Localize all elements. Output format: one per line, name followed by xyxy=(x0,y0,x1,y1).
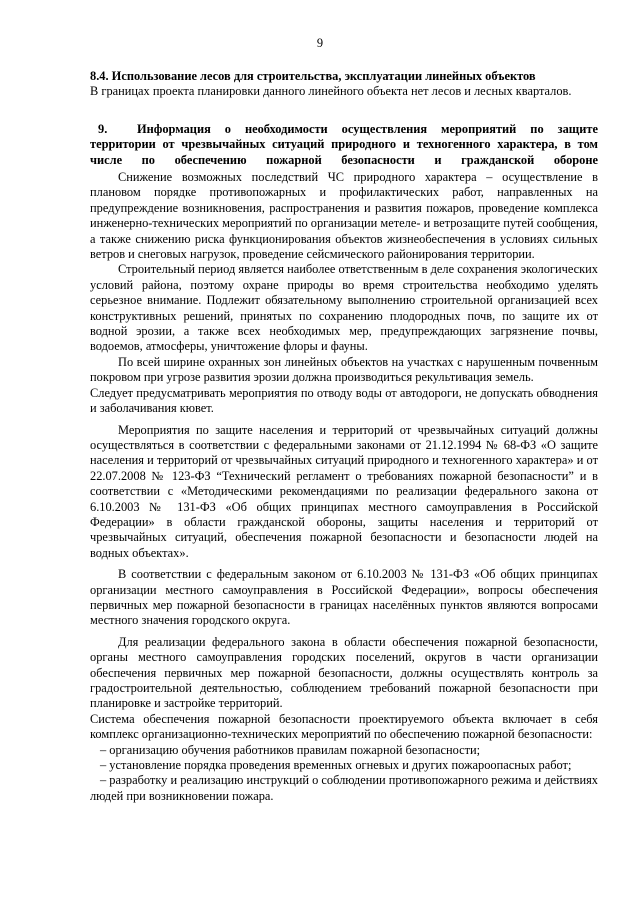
paragraph: Снижение возможных последствий ЧС природного характера – осуществление в плановом порядке противопожарных и профилактических работ, направленных на предупреждение возникновения, распространения и развития пожаров, проведение комплекса инженерно-технических мероприятий по организации метеле- и ветрозащите путей сообщения, а также снижению риска функционирования объектов жизнеобеспечения в условиях сильных ветров и снеговых нагрузок, проведение сейсмического районирования территории. xyxy=(90,170,598,262)
section-9 xyxy=(90,122,598,168)
section-8-4 xyxy=(90,69,598,100)
section-9-heading xyxy=(90,122,598,168)
paragraph: В соответствии с федеральным законом от 6.10.2003 № 131-ФЗ «Об общих принципах организации местного самоуправления в Российской Федерации», вопросы обеспечения первичных мер пожарной безопасности в границах населённых пунктов являются вопросами местного значения городского округа. xyxy=(90,567,598,628)
paragraph: Для реализации федерального закона в области обеспечения пожарной безопасности, органы местного самоуправления городских поселений, округов в части организации обеспечения первичных мер пожарной безопасности, должны осуществлять контроль за градостроительной деятельностью, соблюдением требований пожарной безопасности при планировке и застройке территорий. xyxy=(90,634,598,711)
section-9-title: Информация о необходимости осуществления мероприятий по защите территории от чрезвычайных ситуаций природного и техногенного характера, в том числе по обеспечению пожарной безопасности и гражданской обороне xyxy=(90,122,598,167)
paragraph: По всей ширине охранных зон линейных объектов на участках с нарушенным почвенным покровом при угрозе развития эрозии должна производиться рекультивация земель. xyxy=(90,354,598,385)
section-9-number: 9. xyxy=(98,122,108,136)
paragraph: Мероприятия по защите населения и территорий от чрезвычайных ситуаций должны осуществляться в соответствии с федеральными законами от 21.12.1994 № 68-ФЗ «О защите населения и территорий от чрезвычайных ситуаций природного и техногенного характера» и от 22.07.2008 № 123-ФЗ “Технический регламент о требованиях пожарной безопасности” и в соответствии с «Методическими рекомендациями по реализации федерального закона от 6.10.2003 № 131-ФЗ «Об общих принципах местного самоуправления в Российской Федерации» в области гражданской обороны, защиты населения и территорий от чрезвычайных ситуаций, обеспечения пожарной безопасности и безопасности людей на водных объектах». xyxy=(90,422,598,560)
list-item: – организацию обучения работников правилам пожарной безопасности; xyxy=(100,742,481,757)
paragraph: Следует предусматривать мероприятия по отводу воды от автодороги, не допускать обводнения и заболачивания кювет. xyxy=(90,385,598,416)
section-8-4-text: В границах проекта планировки данного линейного объекта нет лесов и лесных кварталов. xyxy=(90,84,572,99)
list-item: – установление порядка проведения временных огневых и других пожароопасных работ; xyxy=(100,758,572,773)
section-9-body xyxy=(90,170,598,804)
paragraph: Строительный период является наиболее ответственным в деле сохранения экологических условий района, поэтому охране природы во время строительства необходимо уделять серьезное внимание. Подлежит обязательному выполнению строительной организацией всех конструктивных решений, принятых по сохранению плодородных почв, по защите их от водной эрозии, а также всех необходимых мер, предупреждающих загрязнение почвы, водоемов, атмосферы, уничтожение флоры и фауны. xyxy=(90,262,598,354)
section-8-4-heading: 8.4. Использование лесов для строительства, эксплуатации линейных объектов xyxy=(90,69,536,83)
paragraph: Система обеспечения пожарной безопасности проектируемого объекта включает в себя комплекс организационно-технических мероприятий по обеспечению пожарной безопасности: xyxy=(90,711,598,742)
page-number: 9 xyxy=(316,36,324,50)
list-item: – разработку и реализацию инструкций о соблюдении противопожарного режима и действиях людей при возникновении пожара. xyxy=(90,773,598,803)
